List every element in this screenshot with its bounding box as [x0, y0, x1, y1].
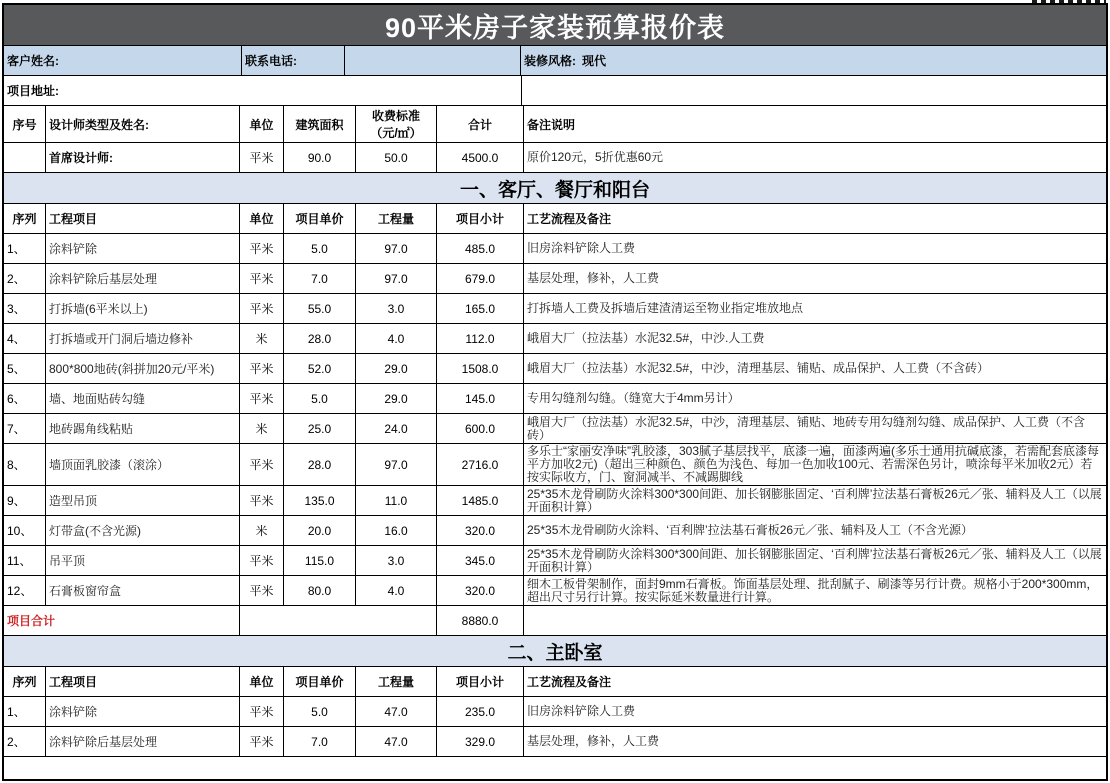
- cell-unit: 平米: [240, 294, 284, 323]
- cell-seq: [4, 143, 46, 172]
- cell-project-name: 造型吊顶: [46, 486, 240, 515]
- section-total-label: 项目合计: [4, 606, 240, 635]
- cell-designer-name: 首席设计师:: [46, 143, 240, 172]
- cell-remark: 基层处理，修补，人工费: [527, 734, 660, 748]
- cell-seq: 5、: [4, 354, 46, 383]
- cell-quantity: 97.0: [356, 264, 437, 293]
- cell-subtotal: 485.0: [437, 234, 524, 263]
- cell-quantity: 16.0: [356, 516, 437, 545]
- header-subtotal: 项目小计: [437, 204, 524, 233]
- cell-remark: 旧房涂料铲除人工费: [527, 241, 636, 255]
- cell-quantity: 97.0: [356, 444, 437, 485]
- section-master-bedroom-rows: [4, 697, 1106, 757]
- cell-project-name: 涂料铲除后基层处理: [46, 727, 240, 756]
- contact-phone-label: 联系电话:: [242, 46, 345, 75]
- cell-remark: 细木工板骨架制作，面封9mm石膏板。饰面基层处理、批刮腻子、刷漆等另行计费。规格小于200*300mm，超出尺寸另行计算。按实际延米数量进行计算。: [527, 576, 1099, 604]
- header-quantity: 工程量: [356, 204, 437, 233]
- header-process-remark: 工艺流程及备注: [527, 675, 612, 689]
- cell-seq: 10、: [4, 516, 46, 545]
- cell-seq: 12、: [4, 576, 46, 605]
- cell-project-name: 涂料铲除: [46, 697, 240, 726]
- table-row: [4, 576, 1106, 606]
- cell-remark: 基层处理，修补，人工费: [527, 271, 660, 285]
- table-row: [4, 444, 1106, 486]
- header-unit: 单位: [240, 204, 284, 233]
- cell-unit: 平米: [240, 444, 284, 485]
- cell-project-name: 涂料铲除后基层处理: [46, 264, 240, 293]
- cell-subtotal: 145.0: [437, 384, 524, 413]
- cell-seq: 7、: [4, 414, 46, 443]
- table-row: [4, 697, 1106, 727]
- cell-unit-price: 5.0: [284, 234, 356, 263]
- cell-project-name: 打拆墙(6平米以上): [46, 294, 240, 323]
- decor-style-value: 现代: [582, 54, 607, 68]
- cell-seq: 1、: [4, 234, 46, 263]
- cell-quantity: 4.0: [356, 324, 437, 353]
- table-row: [4, 324, 1106, 354]
- cell-unit: 平米: [240, 143, 284, 172]
- cell-subtotal: 320.0: [437, 516, 524, 545]
- header-project: 工程项目: [46, 204, 240, 233]
- section-total-value: 8880.0: [437, 606, 524, 635]
- project-address-label: 项目地址:: [4, 76, 522, 105]
- cell-unit: 平米: [240, 234, 284, 263]
- cell-subtotal: 165.0: [437, 294, 524, 323]
- page-title: 90平米房子家装预算报价表: [4, 5, 1106, 46]
- cell-quantity: 3.0: [356, 546, 437, 575]
- cell-remark: 打拆墙人工费及拆墙后建渣清运至物业指定堆放地点: [527, 301, 804, 315]
- cell-quantity: 3.0: [356, 294, 437, 323]
- header-total: 合计: [437, 106, 524, 142]
- cell-unit-price: 25.0: [284, 414, 356, 443]
- cell-quantity: 29.0: [356, 384, 437, 413]
- cell-unit-price: 20.0: [284, 516, 356, 545]
- cell-quantity: 97.0: [356, 234, 437, 263]
- cell-subtotal: 600.0: [437, 414, 524, 443]
- cell-quantity: 29.0: [356, 354, 437, 383]
- customer-name-label: 客户姓名:: [4, 46, 242, 75]
- cell-unit-price: 115.0: [284, 546, 356, 575]
- cell-unit: 平米: [240, 354, 284, 383]
- header-unit-price: 项目单价: [284, 204, 356, 233]
- cell-subtotal: 2716.0: [437, 444, 524, 485]
- header-seq: 序列: [4, 667, 46, 696]
- table-row: [4, 384, 1106, 414]
- cell-unit-price: 5.0: [284, 384, 356, 413]
- header-process-remark: 工艺流程及备注: [527, 212, 612, 226]
- table-row: [4, 354, 1106, 384]
- cell-project-name: 800*800地砖(斜拼加20元/平米): [46, 354, 240, 383]
- table-row: [4, 546, 1106, 576]
- customer-info-row: [4, 46, 1106, 76]
- cell-quantity: 24.0: [356, 414, 437, 443]
- cell-unit: 平米: [240, 486, 284, 515]
- cell-subtotal: 1508.0: [437, 354, 524, 383]
- decor-style-cell: [521, 46, 1106, 75]
- cell-unit-price: 5.0: [284, 697, 356, 726]
- cell-remark: 峨眉大厂（拉法基）水泥32.5#，中沙，清理基层、铺贴、地砖专用勾缝剂勾缝、成品保护、人工费（不含砖）: [527, 414, 1086, 442]
- table-row: [4, 234, 1106, 264]
- cell-rate: 50.0: [356, 143, 437, 172]
- cell-seq: 3、: [4, 294, 46, 323]
- cell-subtotal: 112.0: [437, 324, 524, 353]
- header-unit-price: 项目单价: [284, 667, 356, 696]
- header-seq: 序列: [4, 204, 46, 233]
- cell-unit-price: 55.0: [284, 294, 356, 323]
- cell-subtotal: 679.0: [437, 264, 524, 293]
- work-header-row: [4, 667, 1106, 697]
- decor-style-label: 装修风格:: [524, 54, 576, 68]
- cell-unit-price: 80.0: [284, 576, 356, 605]
- cell-project-name: 吊平顶: [46, 546, 240, 575]
- header-subtotal: 项目小计: [437, 667, 524, 696]
- cell-project-name: 地砖踢角线粘贴: [46, 414, 240, 443]
- cell-unit: 平米: [240, 384, 284, 413]
- cell-remark: 旧房涂料铲除人工费: [527, 704, 636, 718]
- cell-unit-price: 7.0: [284, 264, 356, 293]
- section-title-master-bedroom: 二、主卧室: [4, 636, 1106, 667]
- cell-seq: 9、: [4, 486, 46, 515]
- section-living-room-rows: [4, 234, 1106, 606]
- cell-unit: 平米: [240, 264, 284, 293]
- total-empty-cell: [240, 606, 437, 635]
- cell-remark: 25*35木龙骨刷防火涂料300*300间距、加长钢膨胀固定、‘百利牌’拉法基石膏板26元／张、辅料及人工（以展开面积计算）: [527, 486, 1102, 514]
- cell-project-name: 墙、地面贴砖勾缝: [46, 384, 240, 413]
- cell-remark: 峨眉大厂（拉法基）水泥32.5#，中沙，清理基层、铺贴、成品保护、人工费（不含砖）: [527, 361, 990, 375]
- cell-subtotal: 329.0: [437, 727, 524, 756]
- table-row: [4, 516, 1106, 546]
- header-area: 建筑面积: [284, 106, 356, 142]
- cell-unit-price: 52.0: [284, 354, 356, 383]
- header-rate: 收费标准（元/㎡）: [356, 106, 437, 142]
- project-address-value: [522, 76, 1106, 105]
- cell-seq: 1、: [4, 697, 46, 726]
- table-row: [4, 414, 1106, 444]
- cell-unit-price: 135.0: [284, 486, 356, 515]
- cell-unit: 平米: [240, 576, 284, 605]
- header-remark: 备注说明: [527, 117, 576, 132]
- designer-header-row: [4, 106, 1106, 143]
- cell-unit-price: 28.0: [284, 444, 356, 485]
- cell-seq: 2、: [4, 727, 46, 756]
- cell-unit: 米: [240, 414, 284, 443]
- cell-subtotal: 1485.0: [437, 486, 524, 515]
- cell-subtotal: 320.0: [437, 576, 524, 605]
- project-address-row: [4, 76, 1106, 106]
- header-quantity: 工程量: [356, 667, 437, 696]
- cell-quantity: 11.0: [356, 486, 437, 515]
- cell-subtotal: 345.0: [437, 546, 524, 575]
- cell-remark: 峨眉大厂（拉法基）水泥32.5#，中沙.人工费: [527, 331, 765, 345]
- section-title-living-room: 一、客厅、餐厅和阳台: [4, 173, 1106, 204]
- cell-remark: 原价120元，5折优惠60元: [527, 150, 664, 164]
- cell-unit: 米: [240, 516, 284, 545]
- table-row: [4, 486, 1106, 516]
- cell-unit: 平米: [240, 697, 284, 726]
- cell-remark: 25*35木龙骨刷防火涂料、‘百利牌’拉法基石膏板26元／张、辅料及人工（不含光源）: [527, 523, 974, 537]
- cell-project-name: 灯带盒(不含光源): [46, 516, 240, 545]
- header-designer-name: 设计师类型及姓名:: [46, 106, 240, 142]
- table-row: [4, 727, 1106, 757]
- cell-unit: 米: [240, 324, 284, 353]
- cell-seq: 6、: [4, 384, 46, 413]
- cell-area: 90.0: [284, 143, 356, 172]
- budget-sheet: [2, 3, 1108, 781]
- cell-quantity: 47.0: [356, 697, 437, 726]
- cell-seq: 4、: [4, 324, 46, 353]
- total-empty-remark-cell: [524, 606, 1106, 635]
- designer-data-row: [4, 143, 1106, 173]
- cell-quantity: 4.0: [356, 576, 437, 605]
- header-seq: 序号: [4, 106, 46, 142]
- cell-project-name: 打拆墙或开门洞后墙边修补: [46, 324, 240, 353]
- table-row: [4, 294, 1106, 324]
- cell-remark: 多乐士“家丽安净味”乳胶漆，303腻子基层找平，底漆一遍，面漆两遍(多乐士通用抗碱底漆，若需配套底漆每平方加收2元)（超出三种颜色、颜色为浅色、每加一色加收100元、若需深色另计，喷涂每平米加收2元）若按实际收方，门、窗洞减半、不减踢脚线: [527, 444, 1100, 484]
- cell-unit-price: 28.0: [284, 324, 356, 353]
- cell-project-name: 石膏板窗帘盒: [46, 576, 240, 605]
- header-unit: 单位: [240, 106, 284, 142]
- cell-seq: 8、: [4, 444, 46, 485]
- cell-seq: 11、: [4, 546, 46, 575]
- cell-quantity: 47.0: [356, 727, 437, 756]
- cell-subtotal: 235.0: [437, 697, 524, 726]
- cell-seq: 2、: [4, 264, 46, 293]
- cell-unit-price: 7.0: [284, 727, 356, 756]
- cell-total: 4500.0: [437, 143, 524, 172]
- cell-project-name: 涂料铲除: [46, 234, 240, 263]
- cell-project-name: 墙顶面乳胶漆（滚涂）: [46, 444, 240, 485]
- cell-unit: 平米: [240, 546, 284, 575]
- section-total-row: [4, 606, 1106, 636]
- contact-phone-value: [345, 46, 521, 75]
- cell-remark: 25*35木龙骨刷防火涂料300*300间距、加长钢膨胀固定、‘百利牌’拉法基石膏板26元／张、辅料及人工（以展开面积计算）: [527, 546, 1102, 574]
- header-unit: 单位: [240, 667, 284, 696]
- cell-unit: 平米: [240, 727, 284, 756]
- header-project: 工程项目: [46, 667, 240, 696]
- work-header-row: [4, 204, 1106, 234]
- table-row: [4, 264, 1106, 294]
- cell-remark: 专用勾缝剂勾缝。（缝宽大于4mm另计）: [527, 391, 740, 405]
